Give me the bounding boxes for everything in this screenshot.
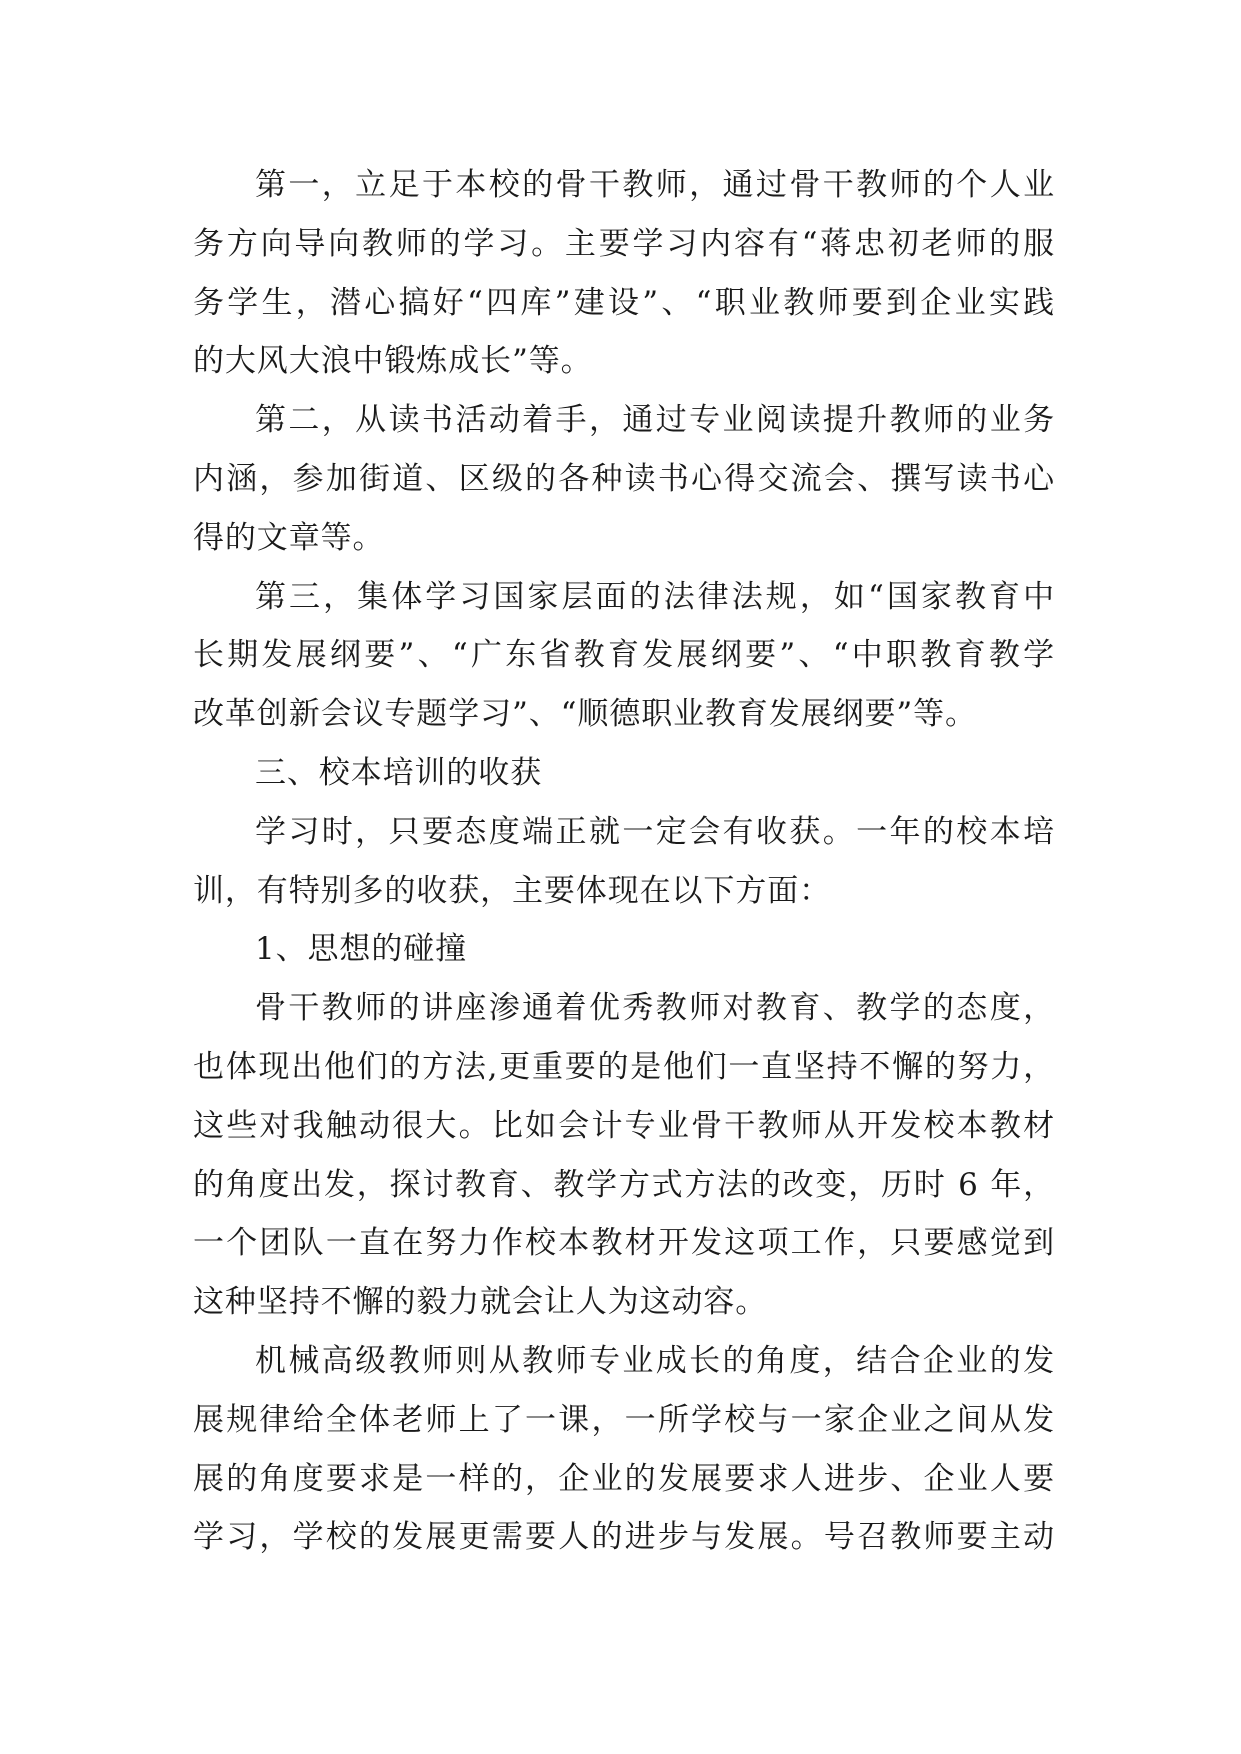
text-line: 这种坚持不懈的毅力就会让人为这动容。	[193, 1284, 768, 1321]
text-line: 展的角度要求是一样的，企业的发展要求人进步、企业人要	[193, 1460, 1055, 1497]
paragraph-4	[193, 803, 1055, 921]
text-line: 这些对我触动很大。比如会计专业骨干教师从开发校本教材	[193, 1107, 1055, 1144]
text-line: 机械高级教师则从教师专业成长的角度，结合企业的发	[255, 1342, 1055, 1379]
text-line: 内涵，参加街道、区级的各种读书心得交流会、撰写读书心	[193, 460, 1055, 497]
text-line: 的角度出发，探讨教育、教学方式方法的改变，历时 6 年，	[193, 1166, 1055, 1203]
text-line: 训，有特别多的收获，主要体现在以下方面：	[193, 872, 831, 909]
text-line: 骨干教师的讲座渗通着优秀教师对教育、教学的态度，	[255, 990, 1055, 1027]
heading-line: 三、校本培训的收获	[255, 754, 543, 791]
text-line: 第二，从读书活动着手，通过专业阅读提升教师的业务	[255, 402, 1055, 439]
text-line: 展规律给全体老师上了一课，一所学校与一家企业之间从发	[193, 1401, 1055, 1438]
text-line: 务学生，潜心搞好“四库”建设”、“职业教师要到企业实践	[193, 284, 1055, 321]
paragraph-6	[193, 1332, 1055, 1567]
text-line: 第三，集体学习国家层面的法律法规，如“国家教育中	[255, 578, 1055, 615]
text-line: 务方向导向教师的学习。主要学习内容有“蒋忠初老师的服	[193, 225, 1055, 262]
text-line: 第一，立足于本校的骨干教师，通过骨干教师的个人业	[255, 167, 1055, 203]
text-line: 长期发展纲要”、“广东省教育发展纲要”、“中职教育教学	[193, 637, 1055, 674]
text-line: 得的文章等。	[193, 519, 385, 556]
text-line: 学习时，只要态度端正就一定会有收获。一年的校本培	[255, 813, 1055, 850]
text-line: 一个团队一直在努力作校本教材开发这项工作，只要感觉到	[193, 1225, 1055, 1262]
text-line: 也体现出他们的方法,更重要的是他们一直坚持不懈的努力，	[193, 1048, 1055, 1085]
text-line: 学习，学校的发展更需要人的进步与发展。号召教师要主动	[193, 1519, 1055, 1556]
document-body	[193, 156, 1055, 1567]
heading-line: 1、思想的碰撞	[255, 931, 468, 968]
subsection-heading	[193, 920, 1055, 979]
paragraph-1	[193, 156, 1055, 391]
paragraph-2	[193, 391, 1055, 567]
text-line: 的大风大浪中锻炼成长”等。	[193, 343, 593, 380]
paragraph-5	[193, 979, 1055, 1332]
section-heading	[193, 744, 1055, 803]
text-line: 改革创新会议专题学习”、“顺德职业教育发展纲要”等。	[193, 696, 977, 733]
paragraph-3	[193, 568, 1055, 744]
